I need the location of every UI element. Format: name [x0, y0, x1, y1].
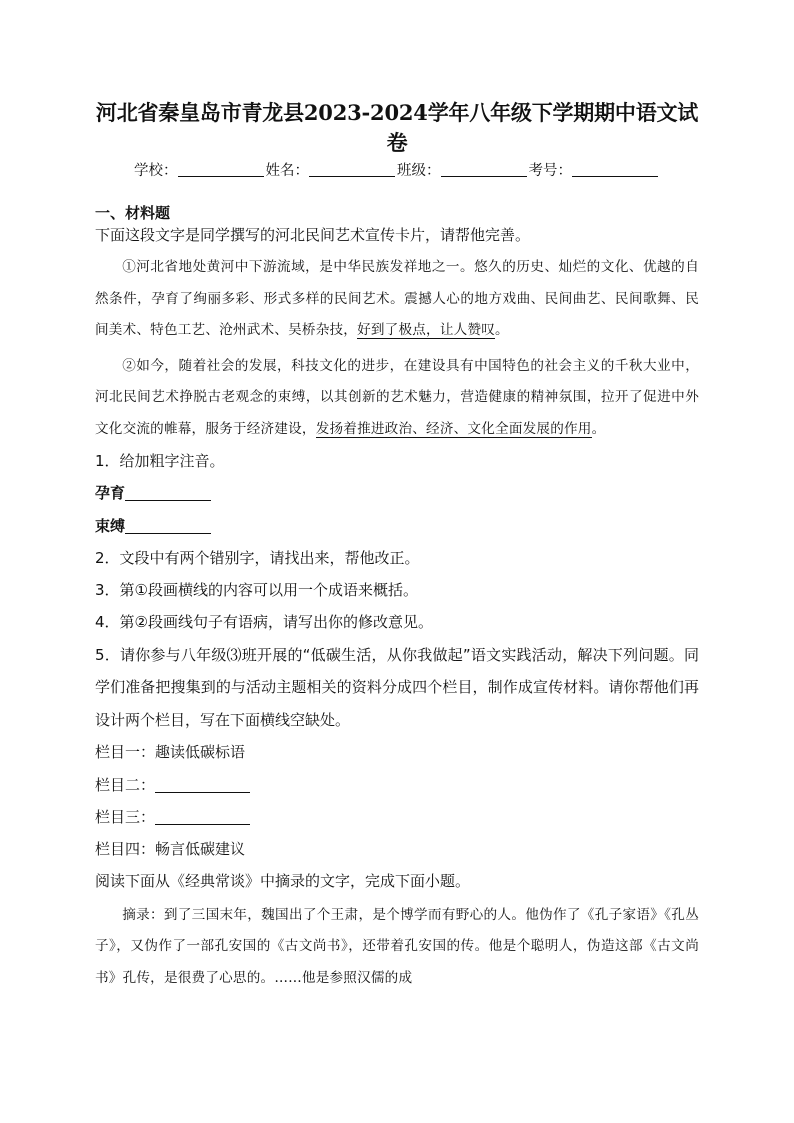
- column-2-label: 栏目二：: [95, 775, 156, 794]
- question-1b: [95, 510, 699, 542]
- class-label: 班级：: [397, 163, 441, 179]
- column-2: [95, 769, 699, 801]
- page-title: 河北省秦皇岛市青龙县2023-2024学年八年级下学期期中语文试卷: [95, 100, 699, 155]
- q1b-word: 束缚: [95, 516, 126, 535]
- column-1: 栏目一：趣读低碳标语: [95, 743, 246, 762]
- question-1a: [95, 477, 699, 509]
- passage: [95, 252, 699, 445]
- q1b-answer-blank[interactable]: [125, 519, 211, 534]
- p1-end: 。: [495, 322, 509, 338]
- passage-paragraph-2: [95, 351, 699, 446]
- school-label: 学校：: [134, 163, 178, 179]
- school-blank[interactable]: [178, 162, 264, 177]
- p2-text: ②如今，随着社会的发展，科技文化的进步，在建设具有中国特色的社会主义的千秋大业中，河北民间艺术挣脱古老观念的束缚，以其创新的艺术魅力，营造健康的精神氛围，拉开了促进中外文化交流的帷幕，服务于经济建设，: [95, 357, 699, 437]
- number-label: 考号：: [528, 163, 572, 179]
- question-4: 4．第②段画线句子有语病，请写出你的修改意见。: [95, 613, 433, 632]
- column-3: [95, 801, 699, 833]
- question-3: 3．第①段画横线的内容可以用一个成语来概括。: [95, 581, 418, 600]
- p2-underlined: 发扬着推进政治、经济、文化全面发展的作用: [315, 420, 592, 437]
- column-2-blank[interactable]: [155, 778, 250, 793]
- name-label: 姓名：: [265, 163, 309, 179]
- passage-paragraph-1: [95, 252, 699, 347]
- question-2: 2．文段中有两个错别字，请找出来，帮他改正。: [95, 548, 420, 567]
- question-1: 1．给加粗字注音。: [95, 452, 225, 470]
- column-4: 栏目四：畅言低碳建议: [95, 840, 246, 859]
- question-5: 5．请你参与八年级⑶班开展的“低碳生活，从你我做起”语文实践活动，解决下列问题。同学们准备把搜集到的与活动主题相关的资料分成四个栏目，制作成宣传材料。请你帮他们再设计两个栏目，写在下面横线空缺处。: [95, 645, 699, 729]
- reading-intro: 阅读下面从《经典常谈》中摘录的文字，完成下面小题。: [95, 872, 471, 891]
- section-heading: 一、材料题: [95, 204, 171, 222]
- section-intro: 下面这段文字是同学撰写的河北民间艺术宣传卡片，请帮他完善。: [95, 226, 531, 244]
- column-3-label: 栏目三：: [95, 807, 156, 826]
- number-blank[interactable]: [572, 162, 658, 177]
- exam-page: [95, 98, 699, 994]
- q1a-word: 孕育: [95, 484, 126, 503]
- extract-text: 摘录：到了三国末年，魏国出了个王肃，是个博学而有野心的人。他伪作了《孔子家语》《孔丛子》，又伪作了一部孔安国的《古文尚书》，还带着孔安国的传。他是个聪明人，伪造这部《古文尚书》孔传，是很费了心思的。……他是参照汉儒的成: [95, 906, 699, 986]
- p2-end: 。: [591, 420, 606, 437]
- class-blank[interactable]: [441, 162, 527, 177]
- p1-text: ①河北省地处黄河中下游流域，是中华民族发祥地之一。悠久的历史、灿烂的文化、优越的自然条件，孕育了绚丽多彩、形式多样的民间艺术。震撼人心的地方戏曲、民间曲艺、民间歌舞、民间美术、特色工艺、沧州武术、吴桥杂技，: [95, 259, 699, 338]
- q1a-answer-blank[interactable]: [125, 486, 211, 501]
- column-3-blank[interactable]: [155, 810, 250, 825]
- p1-underlined: 好到了极点，让人赞叹: [357, 322, 496, 338]
- student-info-row: [95, 160, 699, 182]
- name-blank[interactable]: [309, 162, 395, 177]
